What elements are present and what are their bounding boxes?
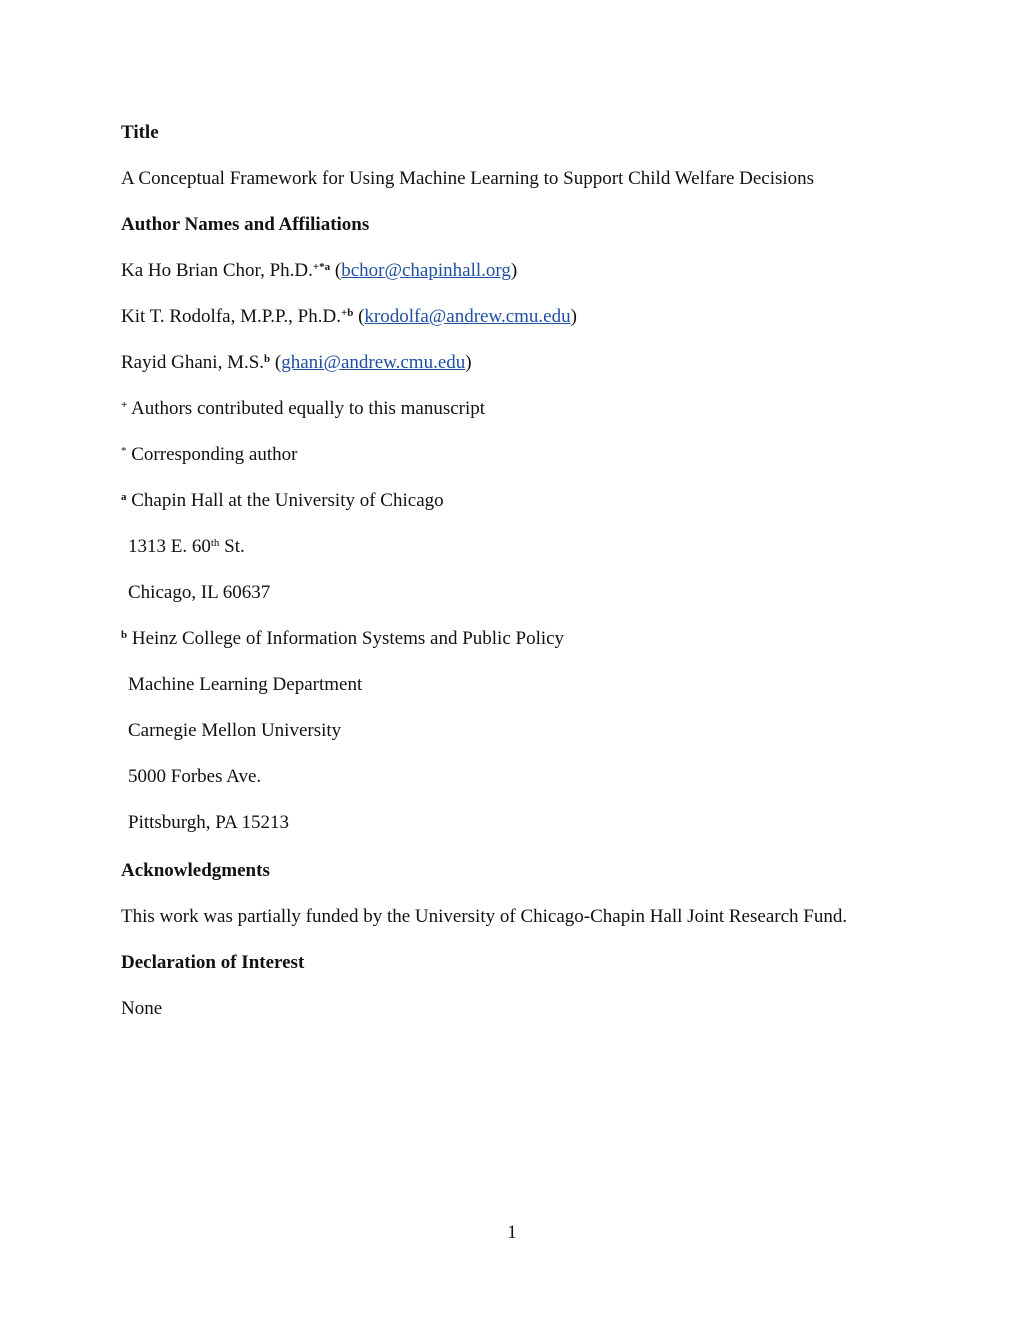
affiliation-text: Chapin Hall at the University of Chicago <box>126 490 444 511</box>
author-marks: +*a <box>312 260 331 273</box>
author-line <box>121 306 577 328</box>
paper-title: A Conceptual Framework for Using Machine Learning to Support Child Welfare Decisions <box>121 168 815 189</box>
author-name: Rayid Ghani, M.S. <box>121 352 265 373</box>
author-line <box>121 352 472 374</box>
affiliation-b-department: Machine Learning Department <box>128 674 363 695</box>
note-mark: * <box>121 444 127 457</box>
author-email-link[interactable]: ghani@andrew.cmu.edu <box>281 352 466 373</box>
paren-close: ) <box>465 352 472 373</box>
note-mark: + <box>121 398 128 411</box>
affiliation-b-university: Carnegie Mellon University <box>128 720 342 741</box>
note-text: Corresponding author <box>126 444 298 465</box>
author-line <box>121 260 517 282</box>
note-text: Authors contributed equally to this manuscript <box>127 398 486 419</box>
authors-heading: Author Names and Affiliations <box>121 214 370 235</box>
paren-open: ( <box>270 352 282 373</box>
affiliation-a-street <box>128 536 245 558</box>
author-email-link[interactable]: krodolfa@andrew.cmu.edu <box>364 306 571 327</box>
author-name: Kit T. Rodolfa, M.P.P., Ph.D. <box>121 306 341 327</box>
paren-close: ) <box>570 306 577 327</box>
acknowledgments-heading: Acknowledgments <box>121 860 270 881</box>
corresponding-author-note <box>121 444 297 466</box>
author-marks: +b <box>340 306 354 319</box>
author-marks: b <box>264 352 271 365</box>
affiliation-a-name <box>121 490 444 512</box>
affiliation-mark: b <box>121 628 128 641</box>
author-name: Ka Ho Brian Chor, Ph.D. <box>121 260 313 281</box>
affiliation-a-city: Chicago, IL 60637 <box>128 582 271 603</box>
affiliation-b-name <box>121 628 564 650</box>
page-number: 1 <box>507 1222 517 1243</box>
street-rest: St. <box>219 536 245 557</box>
acknowledgments-text: This work was partially funded by the University of Chicago-Chapin Hall Joint Research Fund. <box>121 906 848 927</box>
equal-contribution-note <box>121 398 485 420</box>
title-heading: Title <box>121 122 159 143</box>
affiliation-text: Heinz College of Information Systems and Public Policy <box>127 628 565 649</box>
paren-open: ( <box>330 260 342 281</box>
declaration-heading: Declaration of Interest <box>121 952 305 973</box>
affiliation-b-city: Pittsburgh, PA 15213 <box>128 812 290 833</box>
ordinal-suffix: th <box>210 536 220 549</box>
author-email-link[interactable]: bchor@chapinhall.org <box>341 260 511 281</box>
paren-close: ) <box>510 260 518 281</box>
affiliation-mark: a <box>121 490 127 503</box>
declaration-text: None <box>121 998 163 1019</box>
street-number: 1313 E. 60 <box>128 536 211 557</box>
affiliation-b-street: 5000 Forbes Ave. <box>128 766 262 787</box>
paren-open: ( <box>353 306 365 327</box>
